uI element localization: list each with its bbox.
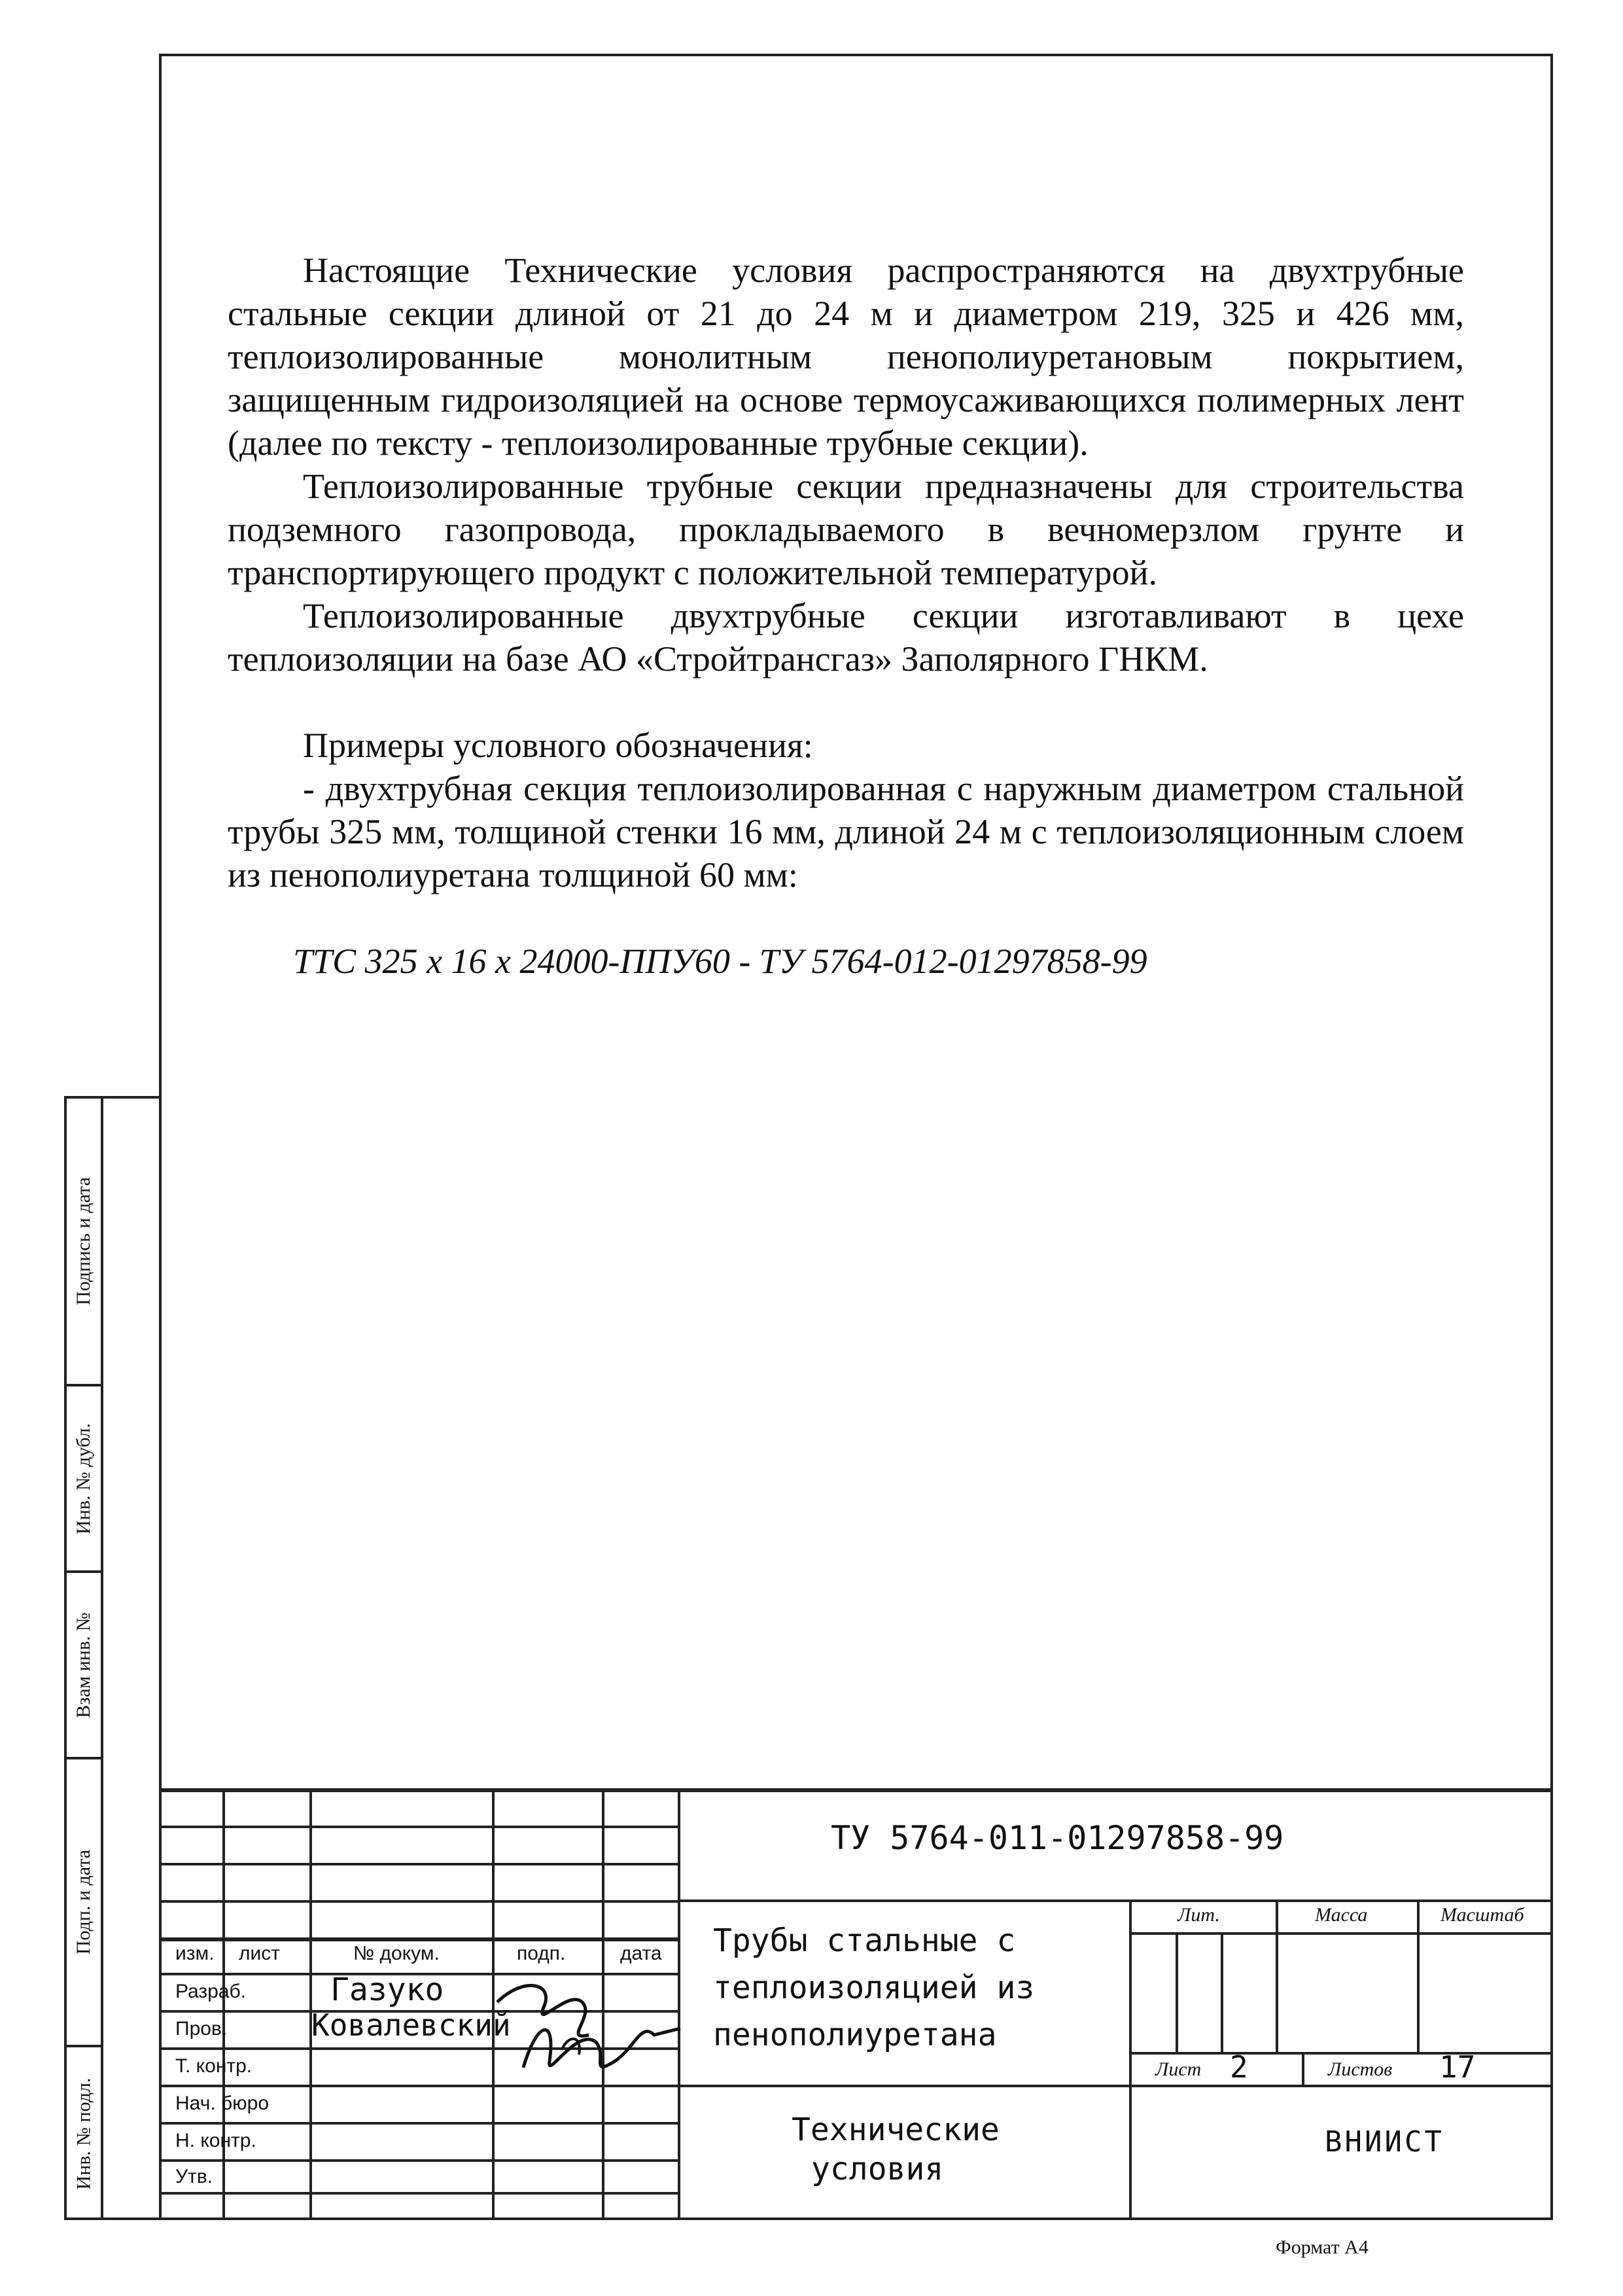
listov-value: 17 [1439,2049,1476,2085]
col-dokum: № докум. [353,1943,440,1964]
vzam-inv-cell: Взам инв. № [67,1573,101,1759]
role-nach-buro: Нач. бюро [175,2093,270,2114]
doc-type: Технические условия [792,2111,1000,2187]
role-utv: Утв. [175,2166,213,2187]
podl-data-cell: Подп. и дата [67,1759,101,2047]
col-list: лист [239,1943,281,1964]
designation: ТТС 325 х 16 х 24000-ППУ60 - ТУ 5764-012-01297858-99 [293,942,1147,981]
organization: ВНИИСТ [1325,2125,1444,2159]
side-stamp-strip [64,1096,162,2220]
role-prov: Пров. [175,2018,228,2040]
name-razrab: Газуко [330,1971,444,2008]
doc-code: ТУ 5764-011-01297858-99 [831,1819,1284,1857]
format-label: Формат А4 [1276,2236,1369,2258]
list-value: 2 [1230,2049,1248,2085]
paragraph-1: Настоящие Технические условия распространяются на двухтрубные стальные секции длиной от 21 до 24 м и диаметром 219, 325 и 426 мм, теплоизолированные монолитным пенополиуретановым покрытием, защищенным гидроизоляцией на основе термоусаживающихся полимерных лент (далее по тексту - теплоизолированные трубные секции). [228,251,1464,463]
examples-heading: Примеры условного обозначения: [303,726,813,765]
podpis-data-cell: Подпись и дата [67,1099,101,1386]
col-izm: изм. [175,1943,215,1964]
name-prov: Ковалевский [311,2007,511,2043]
inv-podl-cell: Инв. № подл. [73,2077,94,2190]
paragraph-2: Теплоизолированные трубные секции предназначены для строительства подземного газопровода, прокладываемого в вечномерзлом грунте и транспортирующего продукт с положительной температурой. [228,467,1464,592]
listov-label: Листов [1328,2058,1393,2080]
inv-dubl-cell: Инв. № дубл. [67,1386,101,1573]
col-data: дата [620,1943,662,1964]
massa-label: Масса [1315,1904,1368,1926]
masshtab-label: Масштаб [1440,1904,1524,1926]
example-text: - двухтрубная секция теплоизолированная с наружным диаметром стальной трубы 325 мм, толщиной стенки 16 мм, длиной 24 м с теплоизоляционным слоем из пенополиуретана толщиной 60 мм: [228,769,1464,894]
signatures [484,1963,687,2087]
list-label: Лист [1155,2058,1202,2080]
body-text [228,249,1464,983]
role-t-kontr: Т. контр. [175,2055,253,2077]
col-podp: подп. [517,1943,566,1964]
doc-title: Трубы стальные с теплоизоляцией из пенополиуретана [713,1922,1035,2053]
role-razrab: Разраб. [175,1981,247,2002]
role-n-kontr: Н. контр. [175,2130,256,2151]
paragraph-3: Теплоизолированные двухтрубные секции изготавливают в цехе теплоизоляции на базе АО «Стройтрансгаз» Заполярного ГНКМ. [228,596,1464,679]
lit-label: Лит. [1178,1904,1220,1926]
